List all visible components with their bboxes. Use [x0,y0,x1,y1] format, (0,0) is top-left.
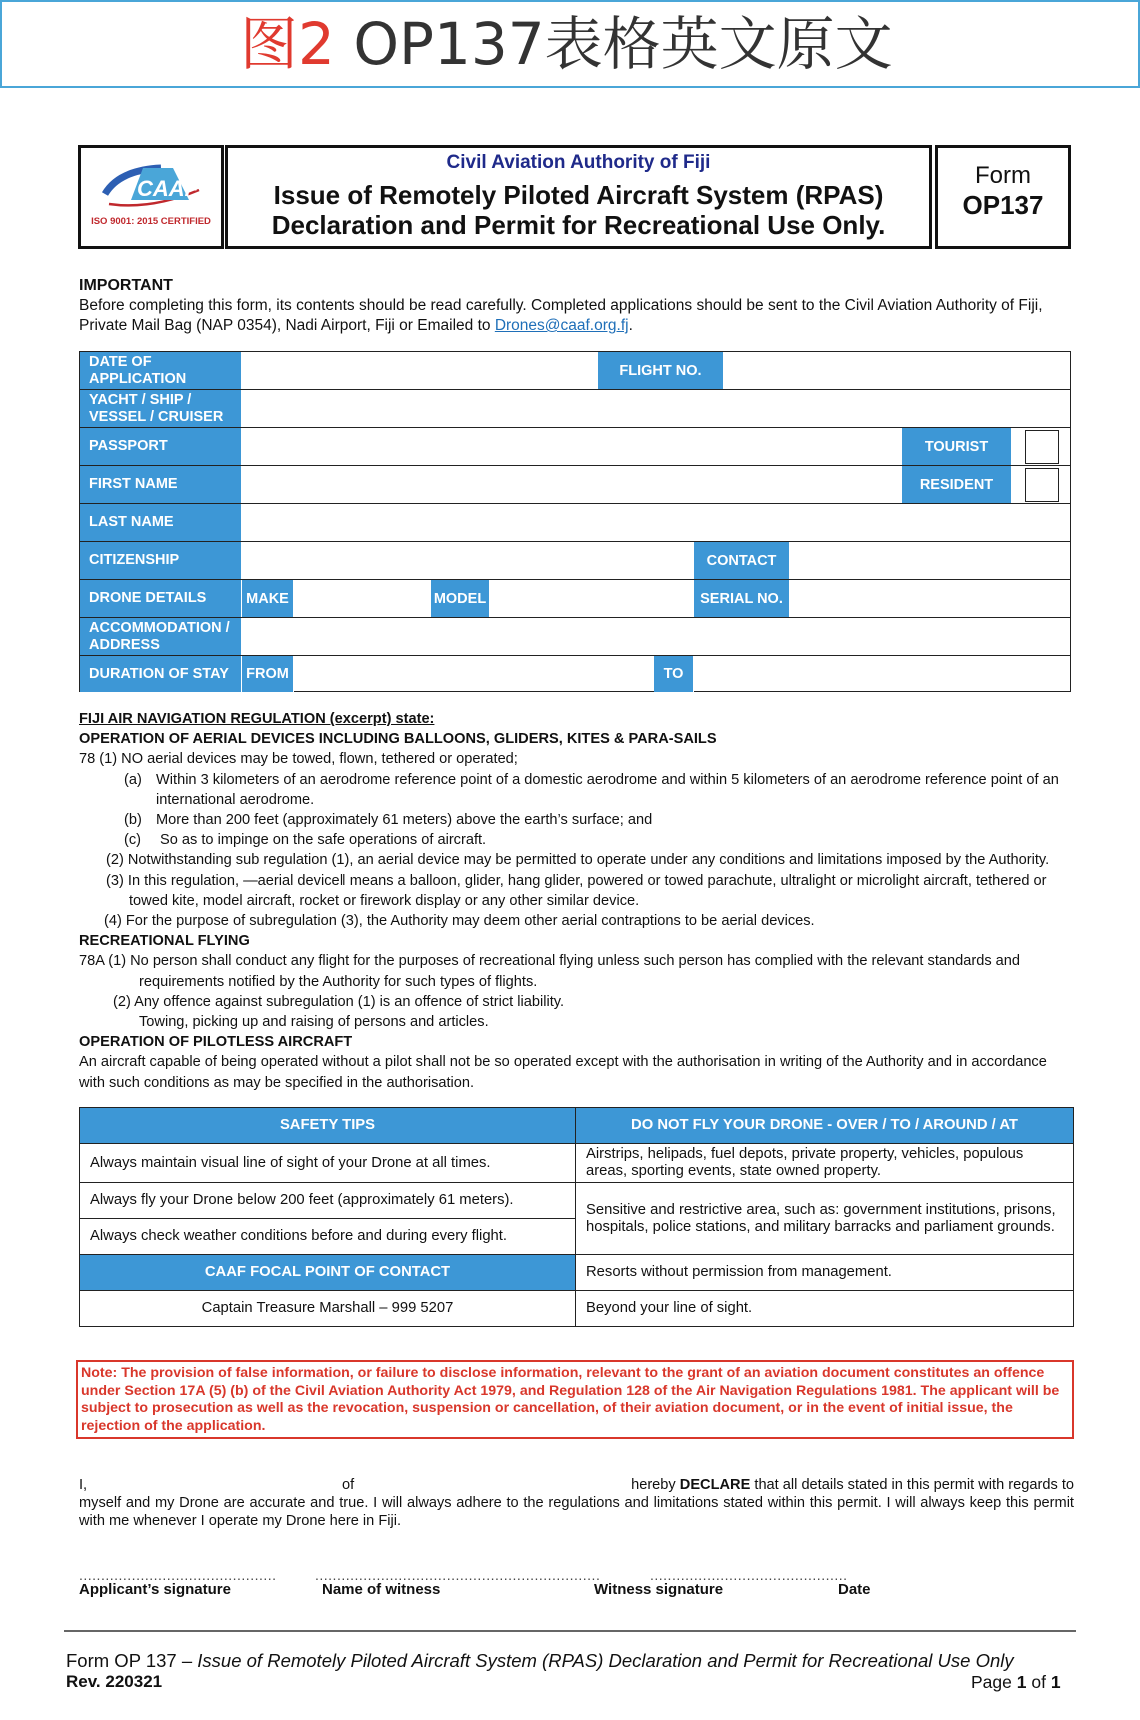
application-form [79,351,1071,692]
witness-signature-line[interactable]: ............................................. [650,1567,848,1583]
reg-78-b-text: More than 200 feet (approximately 61 meters) above the earth’s surface; and [156,812,653,829]
to-field[interactable] [694,656,1070,692]
pilotless-text: An aircraft capable of being operated without a pilot shall not be so operated except with the authorisation in writing of the Authority and in accordance with such conditions as may be specified in the authorisation. [79,1054,1047,1091]
row-duration [80,656,1070,692]
reg-78-c-text: So as to impinge on the safe operations of aircraft. [160,832,487,849]
declaration-i: I, [79,1477,88,1493]
declaration-line1 [79,1476,1074,1494]
declaration [79,1476,1074,1530]
aerial-heading: OPERATION OF AERIAL DEVICES INCLUDING BALLOONS, GLIDERS, KITES & PARA-SAILS [79,731,717,748]
regs-heading: FIJI AIR NAVIGATION REGULATION (excerpt) state: [79,711,435,727]
label-tourist: TOURIST [902,428,1012,465]
caaf-logo-box [78,145,224,249]
witness-name-line[interactable]: ................................................................. [315,1567,601,1583]
reg-78-1: 78 (1) NO aerial devices may be towed, flown, tethered or operated; [79,751,518,768]
reg-78a-2: (2) Any offence against subregulation (1) is an offence of strict liability. [113,993,565,1010]
label-contact: CONTACT [694,542,790,579]
regulations-section [79,709,1074,1093]
declaration-text2: myself and my Drone are accurate and true. I will always adhere to the regulations and limitations stated within this permit. I will always keep this permit with me whenever I operate my Drone here in Fiji. [79,1495,1074,1529]
row-date [80,352,1070,390]
declaration-of: of [342,1477,355,1493]
safety-tips-header: SAFETY TIPS [80,1108,576,1144]
do-not-fly-header: DO NOT FLY YOUR DRONE - OVER / TO / AROUND / AT [576,1108,1074,1144]
of-word: of [1031,1672,1046,1692]
footer-divider [64,1630,1076,1632]
witness-signature-label: Witness signature [594,1581,724,1598]
footer-page-number [971,1672,1061,1693]
model-field[interactable] [490,580,694,617]
flight-no-field[interactable] [724,352,1070,389]
footer-form-name: Issue of Remotely Piloted Aircraft System (RPAS) Declaration and Permit for Recreational Use Only [197,1650,1014,1671]
logo-text: CAAF [137,176,199,201]
reg-78-b [79,810,1074,830]
date-label: Date [838,1581,871,1598]
last-name-field[interactable] [242,504,1070,541]
form-title-line2: Declaration and Permit for Recreational Use Only. [271,210,886,240]
footer-form-title [66,1650,1014,1672]
row-accommodation [80,618,1070,656]
pilotless-heading: OPERATION OF PILOTLESS AIRCRAFT [79,1034,353,1051]
yacht-field[interactable] [242,390,1070,427]
safety-tip-2: Always fly your Drone below 200 feet (approximately 61 meters). [80,1183,576,1219]
important-section [79,276,1074,336]
email-link[interactable]: Drones@caaf.org.fj [494,317,629,334]
label-from: FROM [242,656,294,692]
do-not-fly-4: Beyond your line of sight. [576,1291,1074,1327]
figure-title: OP137表格英文原文 [353,10,893,78]
label-flight-no: FLIGHT NO. [598,352,724,389]
form-label: Form [975,162,1031,189]
focal-point-contact: Captain Treasure Marshall – 999 5207 [80,1291,576,1327]
passport-field[interactable] [242,428,902,465]
iso-certified: ISO 9001: 2015 CERTIFIED [91,216,211,227]
reg-78a-1: 78A (1) No person shall conduct any flight for the purposes of recreational flying unless such person has complied with the relevant standards and requirements notified by the Authority for such types of flights. [79,953,1021,990]
form-code: OP137 [962,190,1044,220]
do-not-fly-1: Airstrips, helipads, fuel depots, private property, vehicles, populous areas, sporting events, state owned property. [576,1144,1074,1183]
legal-note: Note: The provision of false information, or failure to disclose information, relevant to the grant of an aviation document constitutes an offence under Section 17A (5) (b) of the Civil Aviation Authority Act 1979, and Regulation 128 of the Air Navigation Regulations 1981. The applicant will be subject to prosecution as well as the revocation, suspension or cancellation, of their aviation document, or in the event of initial issue, the rejection of the application. [76,1360,1074,1439]
page-num: 1 [1016,1672,1027,1692]
important-heading: IMPORTANT [79,277,173,294]
declaration-hereby [631,1476,1074,1494]
from-field[interactable] [294,656,654,692]
figure-banner [0,0,1140,88]
reg-78-4: (4) For the purpose of subregulation (3), the Authority may deem other aerial contraptions to be aerial devices. [104,913,815,930]
reg-78-c [79,830,1074,850]
label-resident: RESIDENT [902,466,1012,503]
declare-word: DECLARE [679,1477,751,1493]
label-serial-no: SERIAL NO. [694,580,790,617]
row-passport [80,428,1070,466]
footer-form-prefix: Form OP 137 – [66,1650,198,1671]
label-accommodation: ACCOMMODATION / ADDRESS [80,618,242,655]
label-last-name: LAST NAME [80,504,242,541]
footer-revision: Rev. 220321 [66,1672,163,1691]
row-drone-details [80,580,1070,618]
declaration-text1: that all details stated in this permit with regards to [754,1477,1074,1493]
row-yacht [80,390,1070,428]
row-first-name [80,466,1070,504]
first-name-field[interactable] [242,466,902,503]
make-field[interactable] [294,580,431,617]
label-make: MAKE [242,580,294,617]
caaf-logo-icon [91,160,211,214]
do-not-fly-3: Resorts without permission from management. [576,1255,1074,1291]
focal-point-header: CAAF FOCAL POINT OF CONTACT [80,1255,576,1291]
safety-tip-1: Always maintain visual line of sight of your Drone at all times. [80,1144,576,1183]
label-drone-details: DRONE DETAILS [80,580,242,617]
label-date-of-application: DATE OF APPLICATION [80,352,242,389]
form-code-box [935,145,1071,249]
label-yacht: YACHT / SHIP / VESSEL / CRUISER [80,390,242,427]
form-header [225,145,932,249]
recreational-heading: RECREATIONAL FLYING [79,933,250,950]
page-total: 1 [1050,1672,1061,1692]
date-of-application-field[interactable] [242,352,598,389]
tourist-checkbox[interactable] [1025,430,1059,464]
page-word: Page [971,1672,1012,1692]
label-passport: PASSPORT [80,428,242,465]
row-citizenship [80,542,1070,580]
important-period: . [628,317,633,334]
important-body: Before completing this form, its contents should be read carefully. Completed applications should be sent to the Civil Aviation Authority of Fiji, Private Mail Bag (NAP 0354), Nadi Airport, Fiji or Emailed to [79,297,1043,334]
important-text [79,296,1074,336]
reg-78-a-key: (a) [124,771,142,788]
label-to: TO [654,656,694,692]
label-model: MODEL [431,580,490,617]
row-last-name [80,504,1070,542]
citizenship-field[interactable] [242,542,694,579]
serial-no-field[interactable] [790,580,1070,617]
reg-78-2: (2) Notwithstanding sub regulation (1), an aerial device may be permitted to operate under any conditions and limitations imposed by the Authority. [106,852,1050,869]
towing-text: Towing, picking up and raising of persons and articles. [139,1014,489,1031]
safety-table [79,1107,1074,1327]
resident-checkbox[interactable] [1025,468,1059,502]
figure-label: 图2 [240,10,335,78]
applicant-signature-label: Applicant’s signature [79,1581,231,1598]
reg-78-3: (3) In this regulation, ―aerial device‖ means a balloon, glider, hang glider, powered or towed parachute, ultralight or microlight aircraft, tethered or towed kite, model aircraft, rocket or firework display or any other similar device. [106,872,1047,909]
form-title-line1: Issue of Remotely Piloted Aircraft System (RPAS) [273,180,884,210]
do-not-fly-2: Sensitive and restrictive area, such as: government institutions, prisons, hospitals, police stations, and military barracks and parliament grounds. [576,1183,1074,1255]
org-name: Civil Aviation Authority of Fiji [446,152,711,173]
safety-tip-3: Always check weather conditions before and during every flight. [80,1219,576,1255]
label-first-name: FIRST NAME [80,466,242,503]
label-duration-of-stay: DURATION OF STAY [80,656,242,692]
witness-name-label: Name of witness [322,1581,441,1598]
reg-78-a [79,770,1074,810]
reg-78-a-text: Within 3 kilometers of an aerodrome reference point of a domestic aerodrome and within 5 kilometers of an aerodrome reference point of an international aerodrome. [156,771,1059,808]
applicant-signature-line[interactable]: ............................................. [79,1567,277,1583]
banner-title [240,8,893,80]
reg-78-c-key: (c) [124,832,142,849]
label-citizenship: CITIZENSHIP [80,542,242,579]
hereby-word: hereby [631,1477,676,1493]
contact-field[interactable] [790,542,1070,579]
reg-78-b-key: (b) [124,812,142,829]
accommodation-field[interactable] [242,618,1070,655]
form-title [228,180,929,240]
